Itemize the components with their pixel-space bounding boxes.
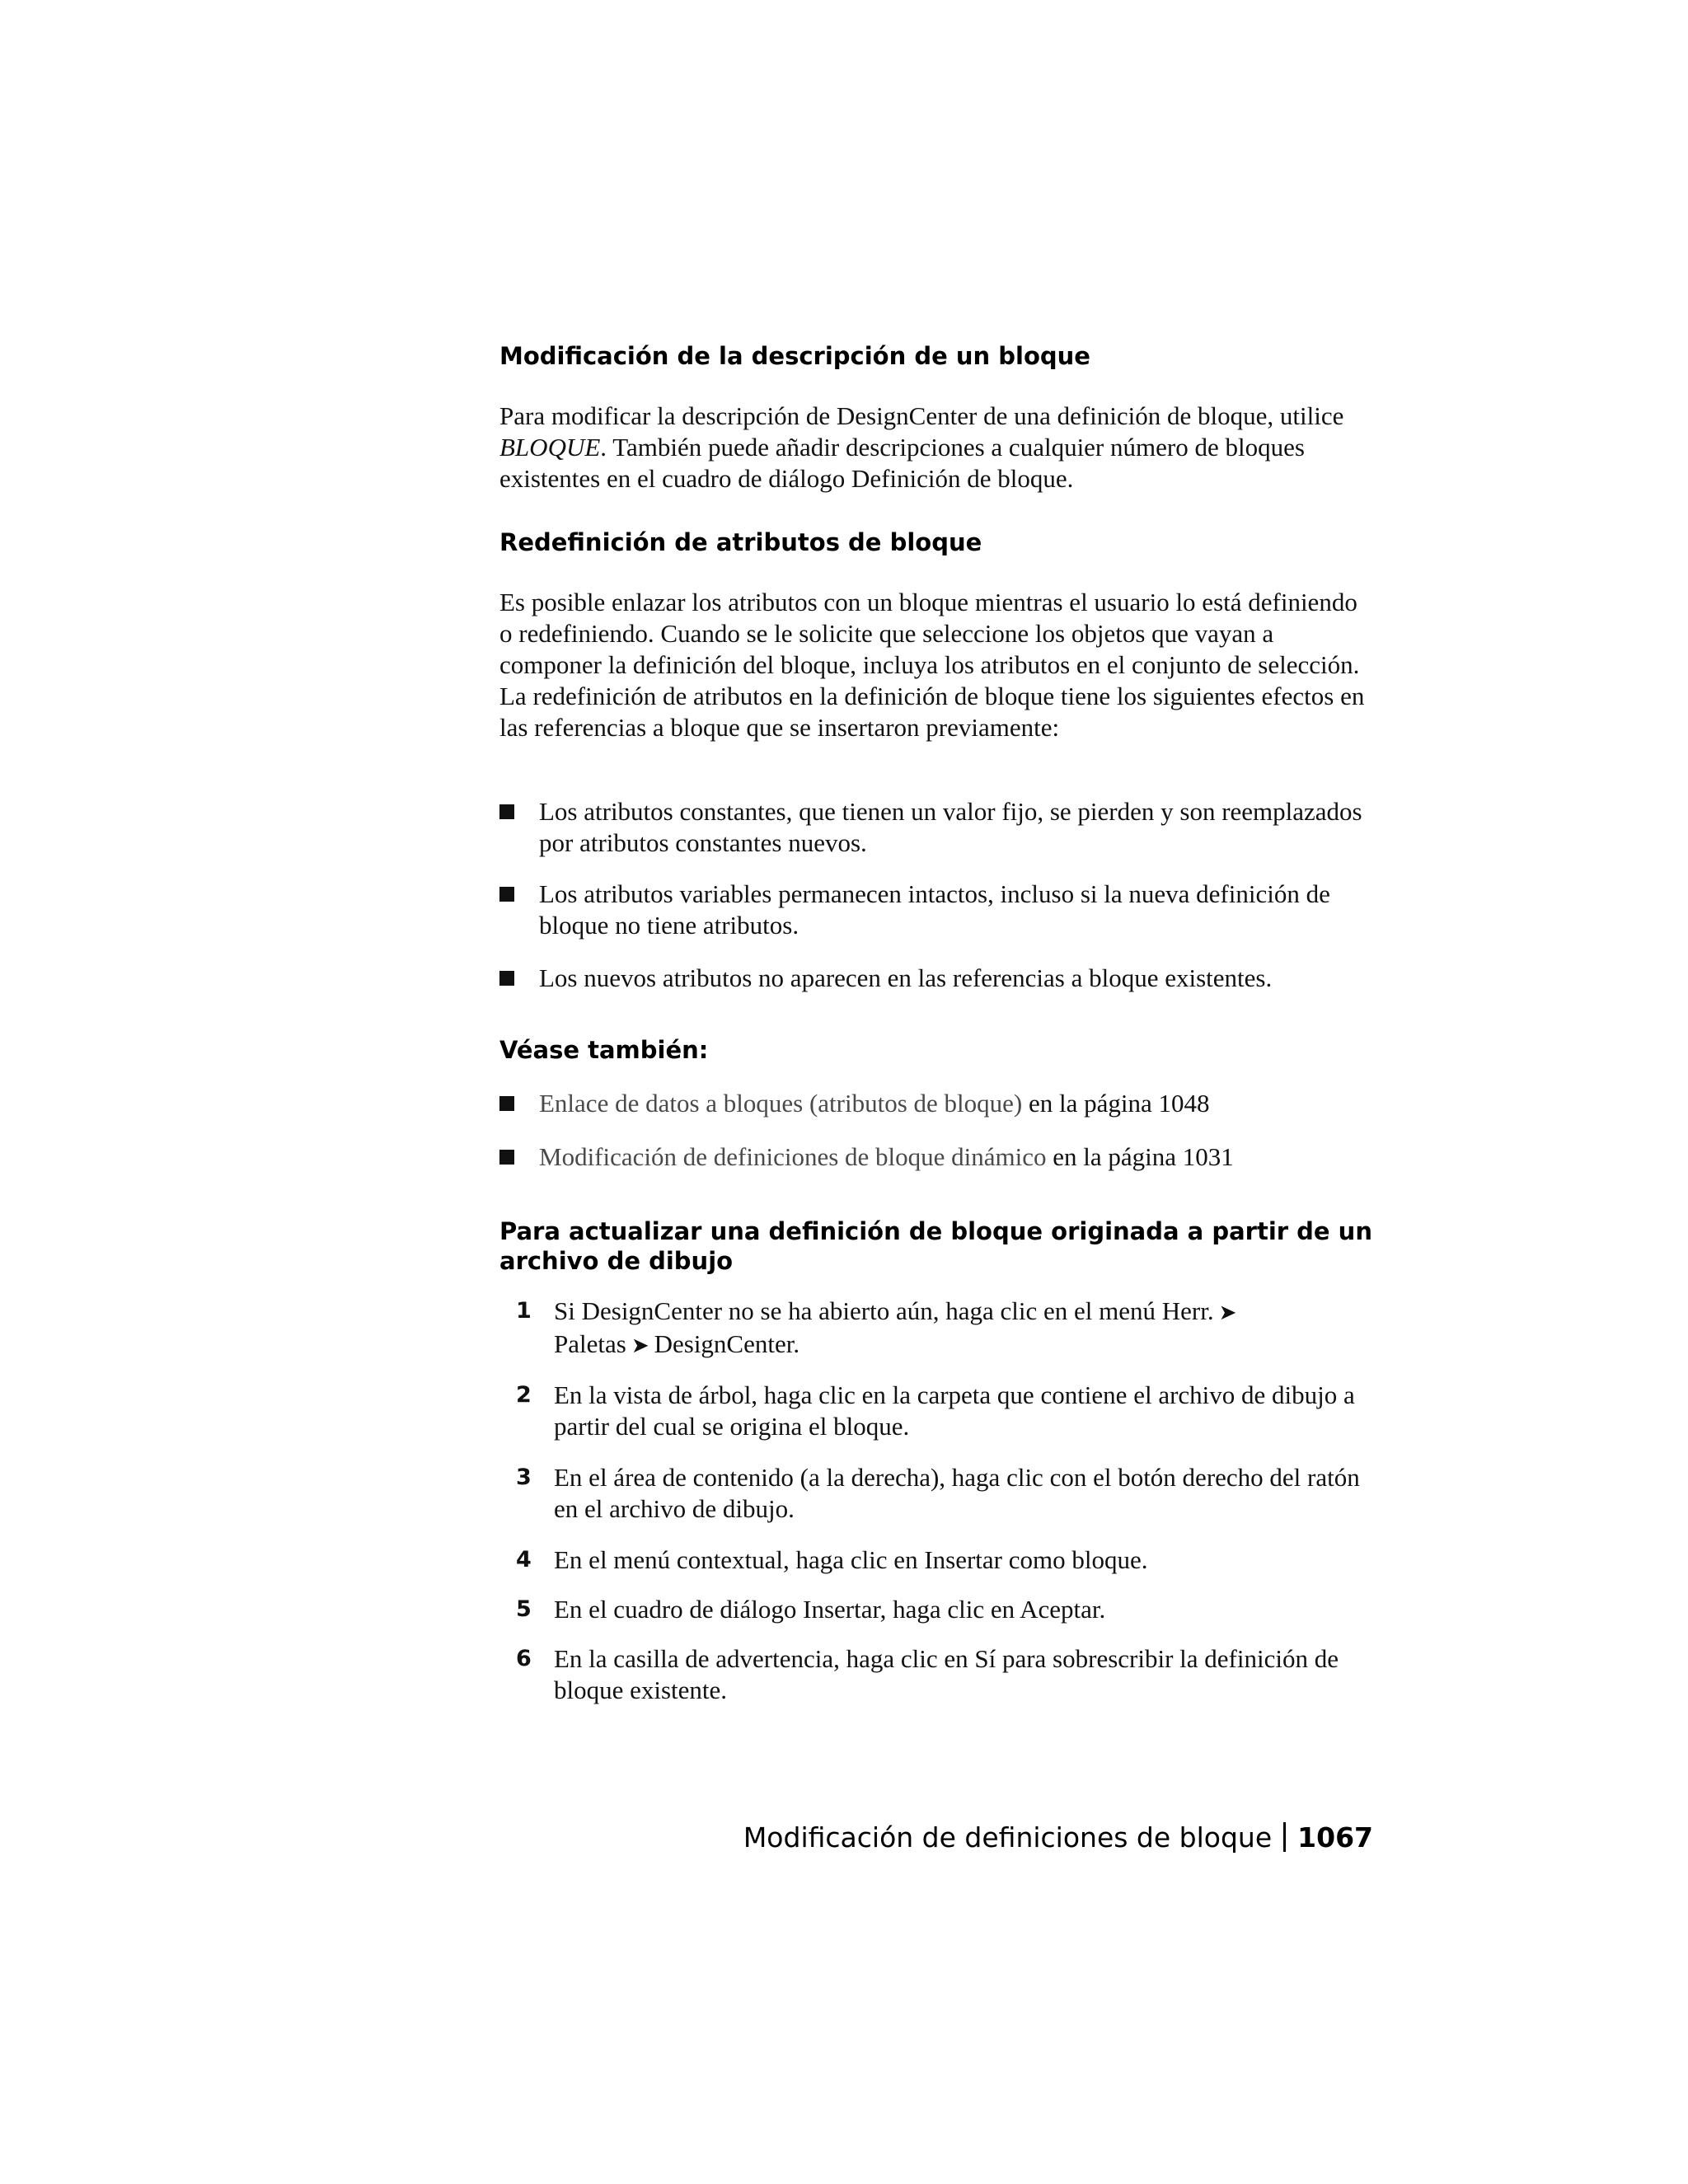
effects-list: [499, 796, 1373, 859]
see-also-list: [499, 1088, 1373, 1119]
paragraph-text: Para modificar la descripción de DesignCenter de una definición de bloque, utilice: [499, 401, 1344, 430]
step-number: 3: [516, 1465, 532, 1490]
menu-arrow-icon: ➤: [1218, 1301, 1237, 1325]
command-name: BLOQUE: [499, 433, 601, 462]
menu-arrow-icon: ➤: [631, 1333, 649, 1358]
see-also-item: Modificación de definiciones de bloque dinámico en la página 1031: [499, 1141, 1373, 1173]
footer-divider: [1283, 1822, 1286, 1852]
procedure-step: 4 En el menú contextual, haga clic en Insertar como bloque.: [516, 1545, 1148, 1574]
heading-redefine-attributes: Redefinición de atributos de bloque: [499, 528, 982, 556]
procedure-steps: [499, 1544, 1373, 1576]
bullet-square-icon: [499, 887, 514, 902]
effects-list: [499, 963, 1373, 994]
see-also-item: Enlace de datos a bloques (atributos de bloque) en la página 1048: [499, 1088, 1373, 1119]
list-item: Los atributos constantes, que tienen un valor fijo, se pierden y son reemplazados por atributos constantes nuevos.: [499, 796, 1373, 859]
bullet-square-icon: [499, 1150, 514, 1165]
procedure-heading: Para actualizar una definición de bloque originada a partir de un archivo de dibujo: [499, 1217, 1372, 1275]
step-number: 4: [516, 1547, 532, 1572]
page-footer: [742, 1821, 1373, 1854]
see-also-list: [499, 1141, 1373, 1173]
procedure-steps: [499, 1462, 1373, 1525]
procedure-step: 5 En el cuadro de diálogo Insertar, haga clic en Aceptar.: [516, 1595, 1106, 1624]
see-also-heading: Véase también:: [499, 1036, 709, 1064]
bullet-square-icon: [499, 971, 514, 986]
procedure-step: 3 En el área de contenido (a la derecha), haga clic con el botón derecho del ratón en el archivo de dibujo.: [516, 1463, 1360, 1523]
step-number: 6: [516, 1646, 532, 1671]
procedure-steps: [499, 1643, 1373, 1706]
list-item: Los atributos variables permanecen intactos, incluso si la nueva definición de bloque no tiene atributos.: [499, 879, 1373, 941]
effects-list: [499, 879, 1373, 941]
procedure-step: 2 En la vista de árbol, haga clic en la carpeta que contiene el archivo de dibujo a partir del cual se origina el bloque.: [516, 1380, 1355, 1441]
page-number: 1067: [1297, 1821, 1373, 1854]
step-number: 1: [516, 1298, 532, 1324]
procedure-steps: [499, 1296, 1373, 1361]
paragraph-block-description: [499, 401, 1373, 494]
heading-block-description: Modificación de la descripción de un bloque: [499, 342, 1090, 370]
link-block-data-attributes[interactable]: Enlace de datos a bloques (atributos de bloque): [539, 1089, 1023, 1118]
bullet-square-icon: [499, 1096, 514, 1111]
bullet-square-icon: [499, 804, 514, 819]
step-number: 5: [516, 1596, 532, 1622]
footer-title: Modificación de definiciones de bloque: [743, 1821, 1273, 1854]
step-number: 2: [516, 1382, 532, 1408]
procedure-step: 1 Si DesignCenter no se ha abierto aún, haga clic en el menú Herr. ➤ Paletas ➤ DesignCenter.: [499, 1296, 1373, 1361]
list-item: Los nuevos atributos no aparecen en las referencias a bloque existentes.: [499, 963, 1373, 994]
procedure-steps: [499, 1594, 1373, 1625]
procedure-steps: [499, 1380, 1373, 1442]
paragraph-text: . También puede añadir descripciones a cualquier número de bloques existentes en el cuadro de diálogo Definición de bloque.: [499, 433, 1305, 493]
procedure-step: 6 En la casilla de advertencia, haga clic en Sí para sobrescribir la definición de bloque existente.: [516, 1644, 1339, 1704]
link-dynamic-block-definitions[interactable]: Modificación de definiciones de bloque dinámico: [539, 1142, 1047, 1171]
paragraph-redefine-attributes: Es posible enlazar los atributos con un bloque mientras el usuario lo está definiendo o redefiniendo. Cuando se le solicite que seleccione los objetos que vayan a componer la definición del bloque, incluya los atributos en el conjunto de selección. La redefinición de atributos en la definición de bloque tiene los siguientes efectos en las referencias a bloque que se insertaron previamente:: [499, 588, 1365, 742]
